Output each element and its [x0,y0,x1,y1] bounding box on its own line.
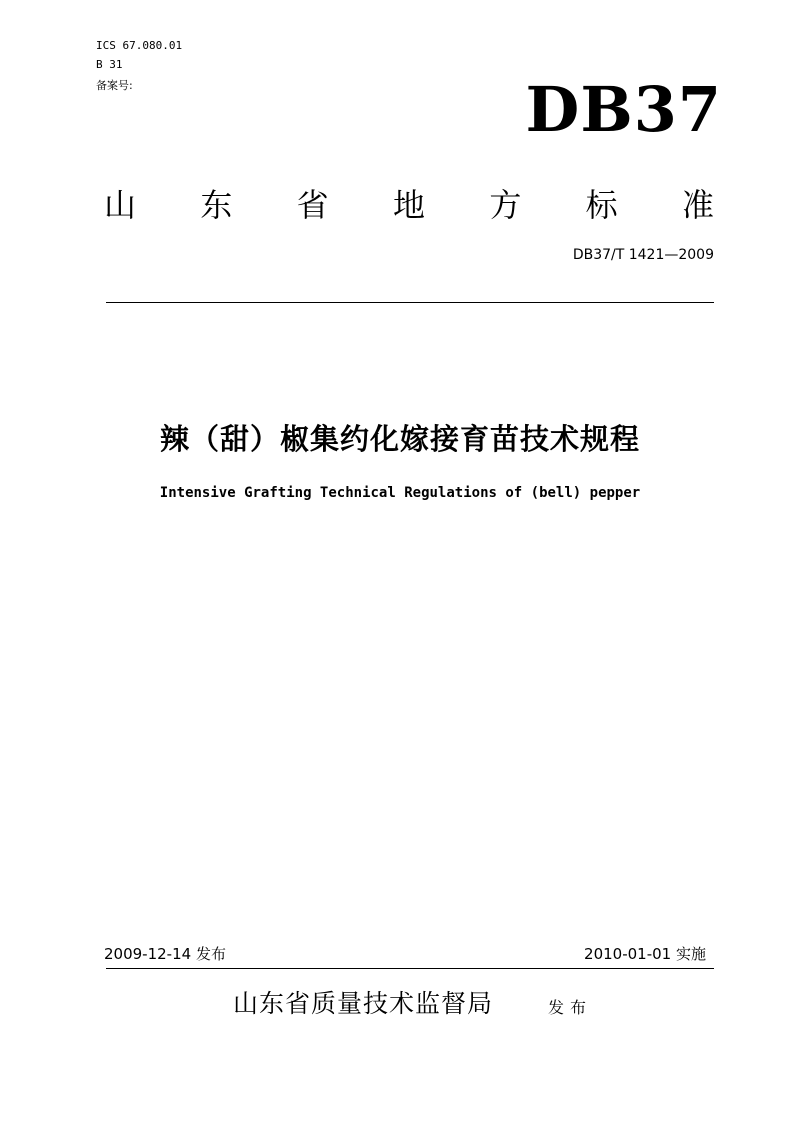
category-char: 方 [489,186,522,224]
issuer-action: 发布 [548,998,593,1017]
category-char: 山 [104,186,137,224]
standard-number: DB37/T 1421—2009 [572,247,714,263]
classification-code: B 31 [96,58,123,71]
category-char: 准 [681,186,714,224]
top-divider [106,302,714,303]
chinese-title: 辣（甜）椒集约化嫁接育苗技术规程 [159,422,640,456]
ics-code: ICS 67.080.01 [96,39,183,52]
issue-date: 2009-12-14 发布 [104,945,226,963]
db-logo: DB37 [525,73,722,146]
implementation-date: 2010-01-01 实施 [584,945,706,963]
category-char: 地 [392,186,425,224]
filing-number: 备案号: [96,79,133,92]
category-char: 省 [296,186,329,224]
category-char: 东 [200,186,233,224]
english-title: Intensive Grafting Technical Regulations of (bell) pepper [159,485,641,501]
issuing-authority: 山东省质量技术监督局 [233,989,494,1018]
bottom-divider [106,968,714,969]
category-char: 标 [585,186,618,224]
standard-category-title [104,183,714,227]
